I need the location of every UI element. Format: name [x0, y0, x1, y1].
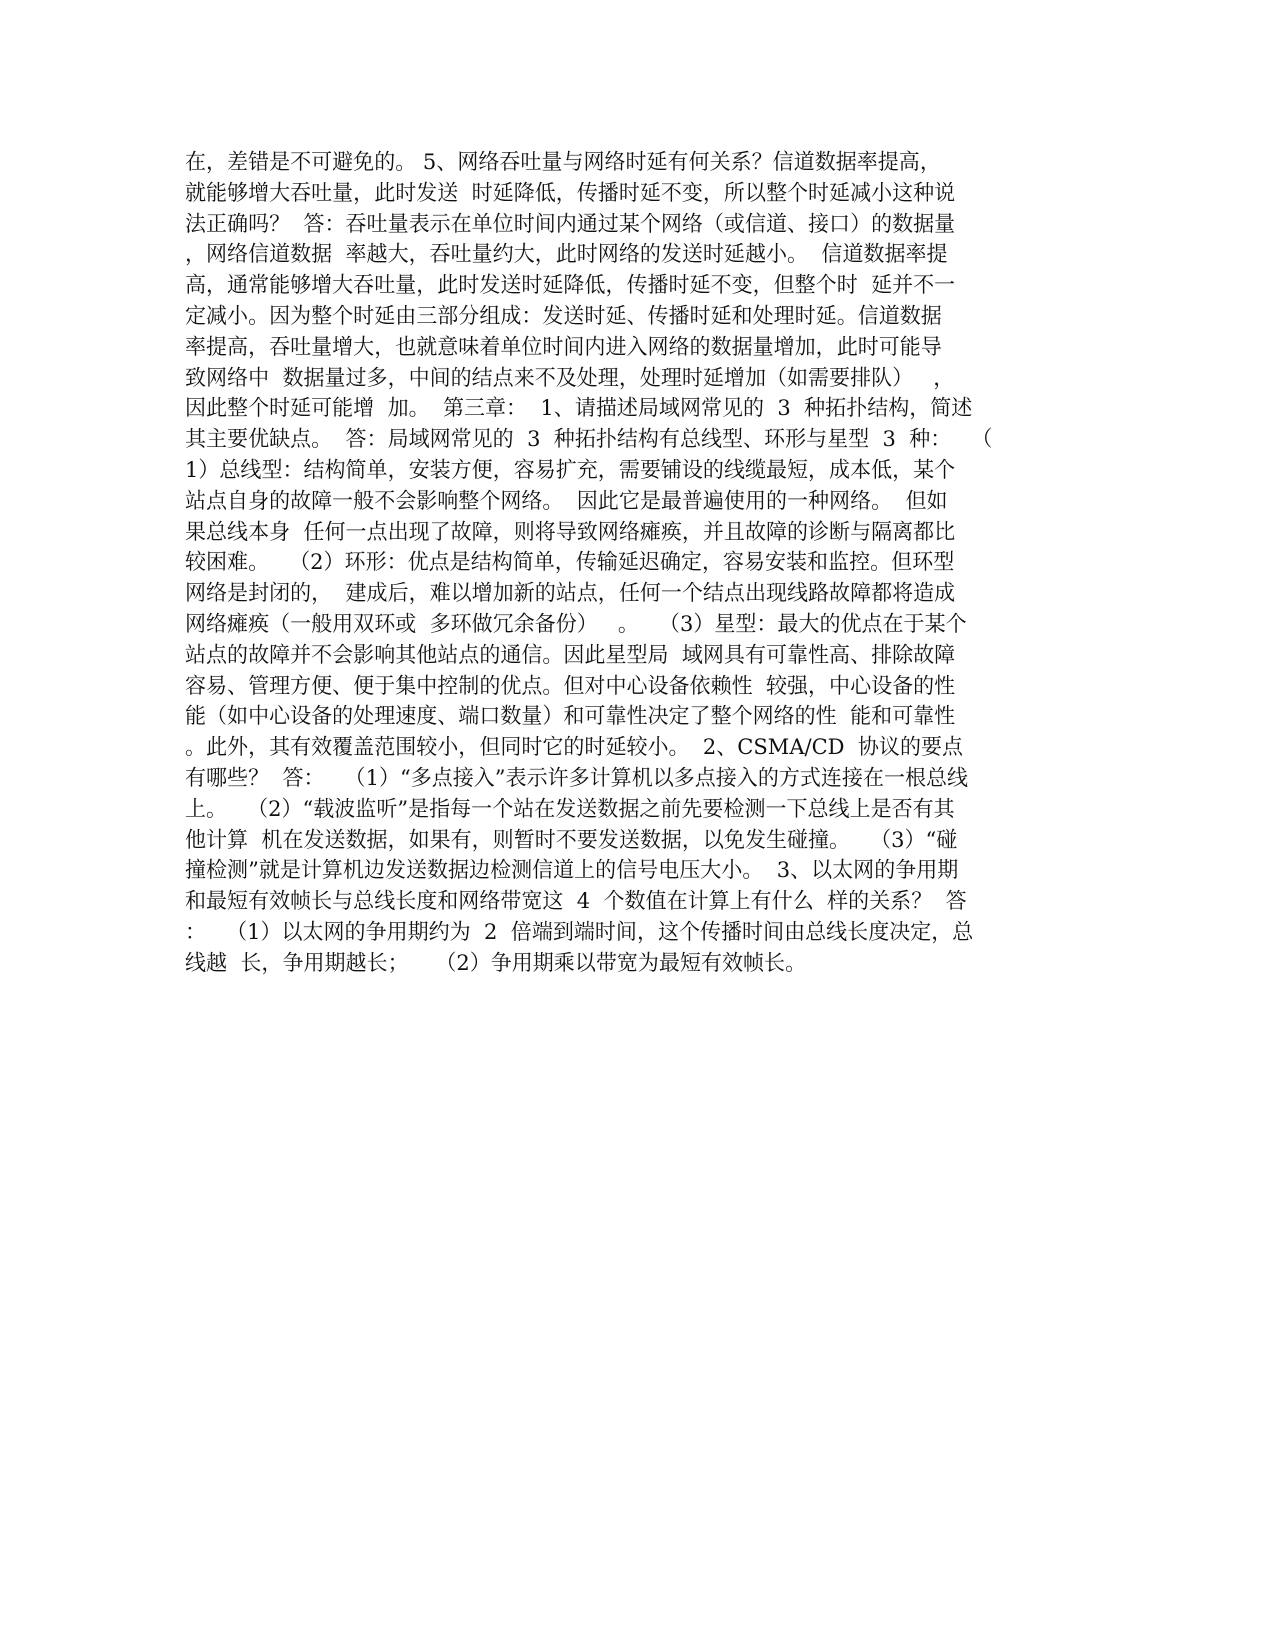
text-line: 率提高，吞吐量增大，也就意味着单位时间内进入网络的数据量增加，此时可能导: [185, 334, 942, 360]
text-line: 上。 （2）“载波监听”是指每一个站在发送数据之前先要检测一下总线上是否有其: [185, 796, 955, 822]
text-line: 站点的故障并不会影响其他站点的通信。因此星型局 域网具有可靠性高、排除故障: [185, 642, 956, 668]
text-line: 因此整个时延可能增 加。 第三章： 1、请描述局域网常见的 3 种拓扑结构，简述: [185, 396, 973, 422]
text-line: 和最短有效帧长与总线长度和网络带宽这 4 个数值在计算上有什么 样的关系？ 答: [185, 889, 967, 915]
text-line: 其主要优缺点。 答：局域网常见的 3 种拓扑结构有总线型、环形与星型 3 种： （: [185, 427, 993, 453]
text-line: 高，通常能够增大吞吐量，此时发送时延降低，传播时延不变，但整个时 延并不一: [185, 273, 956, 299]
text-line: 法正确吗？ 答：吞吐量表示在单位时间内通过某个网络（或信道、接口）的数据量: [185, 211, 956, 237]
text-line: 他计算 机在发送数据，如果有，则暂时不要发送数据，以免发生碰撞。 （3）“碰: [185, 827, 958, 853]
text-line: 容易、管理方便、便于集中控制的优点。但对中心设备依赖性 较强，中心设备的性: [185, 673, 956, 699]
text-line: 致网络中 数据量过多，中间的结点来不及处理，处理时延增加（如需要排队） ，: [185, 365, 955, 391]
text-line: 。此外，其有效覆盖范围较小，但同时它的时延较小。 2、CSMA/CD 协议的要点: [185, 735, 964, 761]
text-line: 网络瘫痪（一般用双环或 多环做冗余备份） 。 （3）星型：最大的优点在于某个: [185, 611, 967, 637]
text-line: 定减小。因为整个时延由三部分组成：发送时延、传播时延和处理时延。信道数据: [185, 303, 942, 329]
body-text: [185, 148, 1085, 980]
text-line: 线越 长，争用期越长； （2）争用期乘以带宽为最短有效帧长。: [185, 950, 807, 976]
text-line: 有哪些？ 答： （1）“多点接入”表示许多计算机以多点接入的方式连接在一根总线: [185, 765, 969, 791]
text-line: 网络是封闭的， 建成后，难以增加新的站点，任何一个结点出现线路故障都将造成: [185, 581, 956, 607]
text-line: 较困难。 （2）环形：优点是结构简单，传输延迟确定，容易安装和监控。但环型: [185, 550, 955, 576]
text-line: 在，差错是不可避免的。 5、网络吞吐量与网络时延有何关系？信道数据率提高，: [185, 150, 941, 175]
text-line: ： （1）以太网的争用期约为 2 倍端到端时间，这个传播时间由总线长度决定，总: [185, 919, 974, 945]
text-line: 撞检测”就是计算机边发送数据边检测信道上的信号电压大小。 3、以太网的争用期: [185, 858, 959, 884]
text-line: 果总线本身 任何一点出现了故障，则将导致网络瘫痪，并且故障的诊断与隔离都比: [185, 519, 956, 545]
text-line: ，网络信道数据 率越大，吞吐量约大，此时网络的发送时延越小。 信道数据率提: [185, 242, 948, 268]
text-line: 站点自身的故障一般不会影响整个网络。 因此它是最普遍使用的一种网络。 但如: [185, 488, 948, 514]
text-line: 1）总线型：结构简单，安装方便，容易扩充，需要铺设的线缆最短，成本低，某个: [185, 457, 956, 483]
text-line: 能（如中心设备的处理速度、端口数量）和可靠性决定了整个网络的性 能和可靠性: [185, 704, 956, 730]
text-line: 就能够增大吞吐量，此时发送 时延降低，传播时延不变，所以整个时延减小这种说: [185, 180, 956, 206]
